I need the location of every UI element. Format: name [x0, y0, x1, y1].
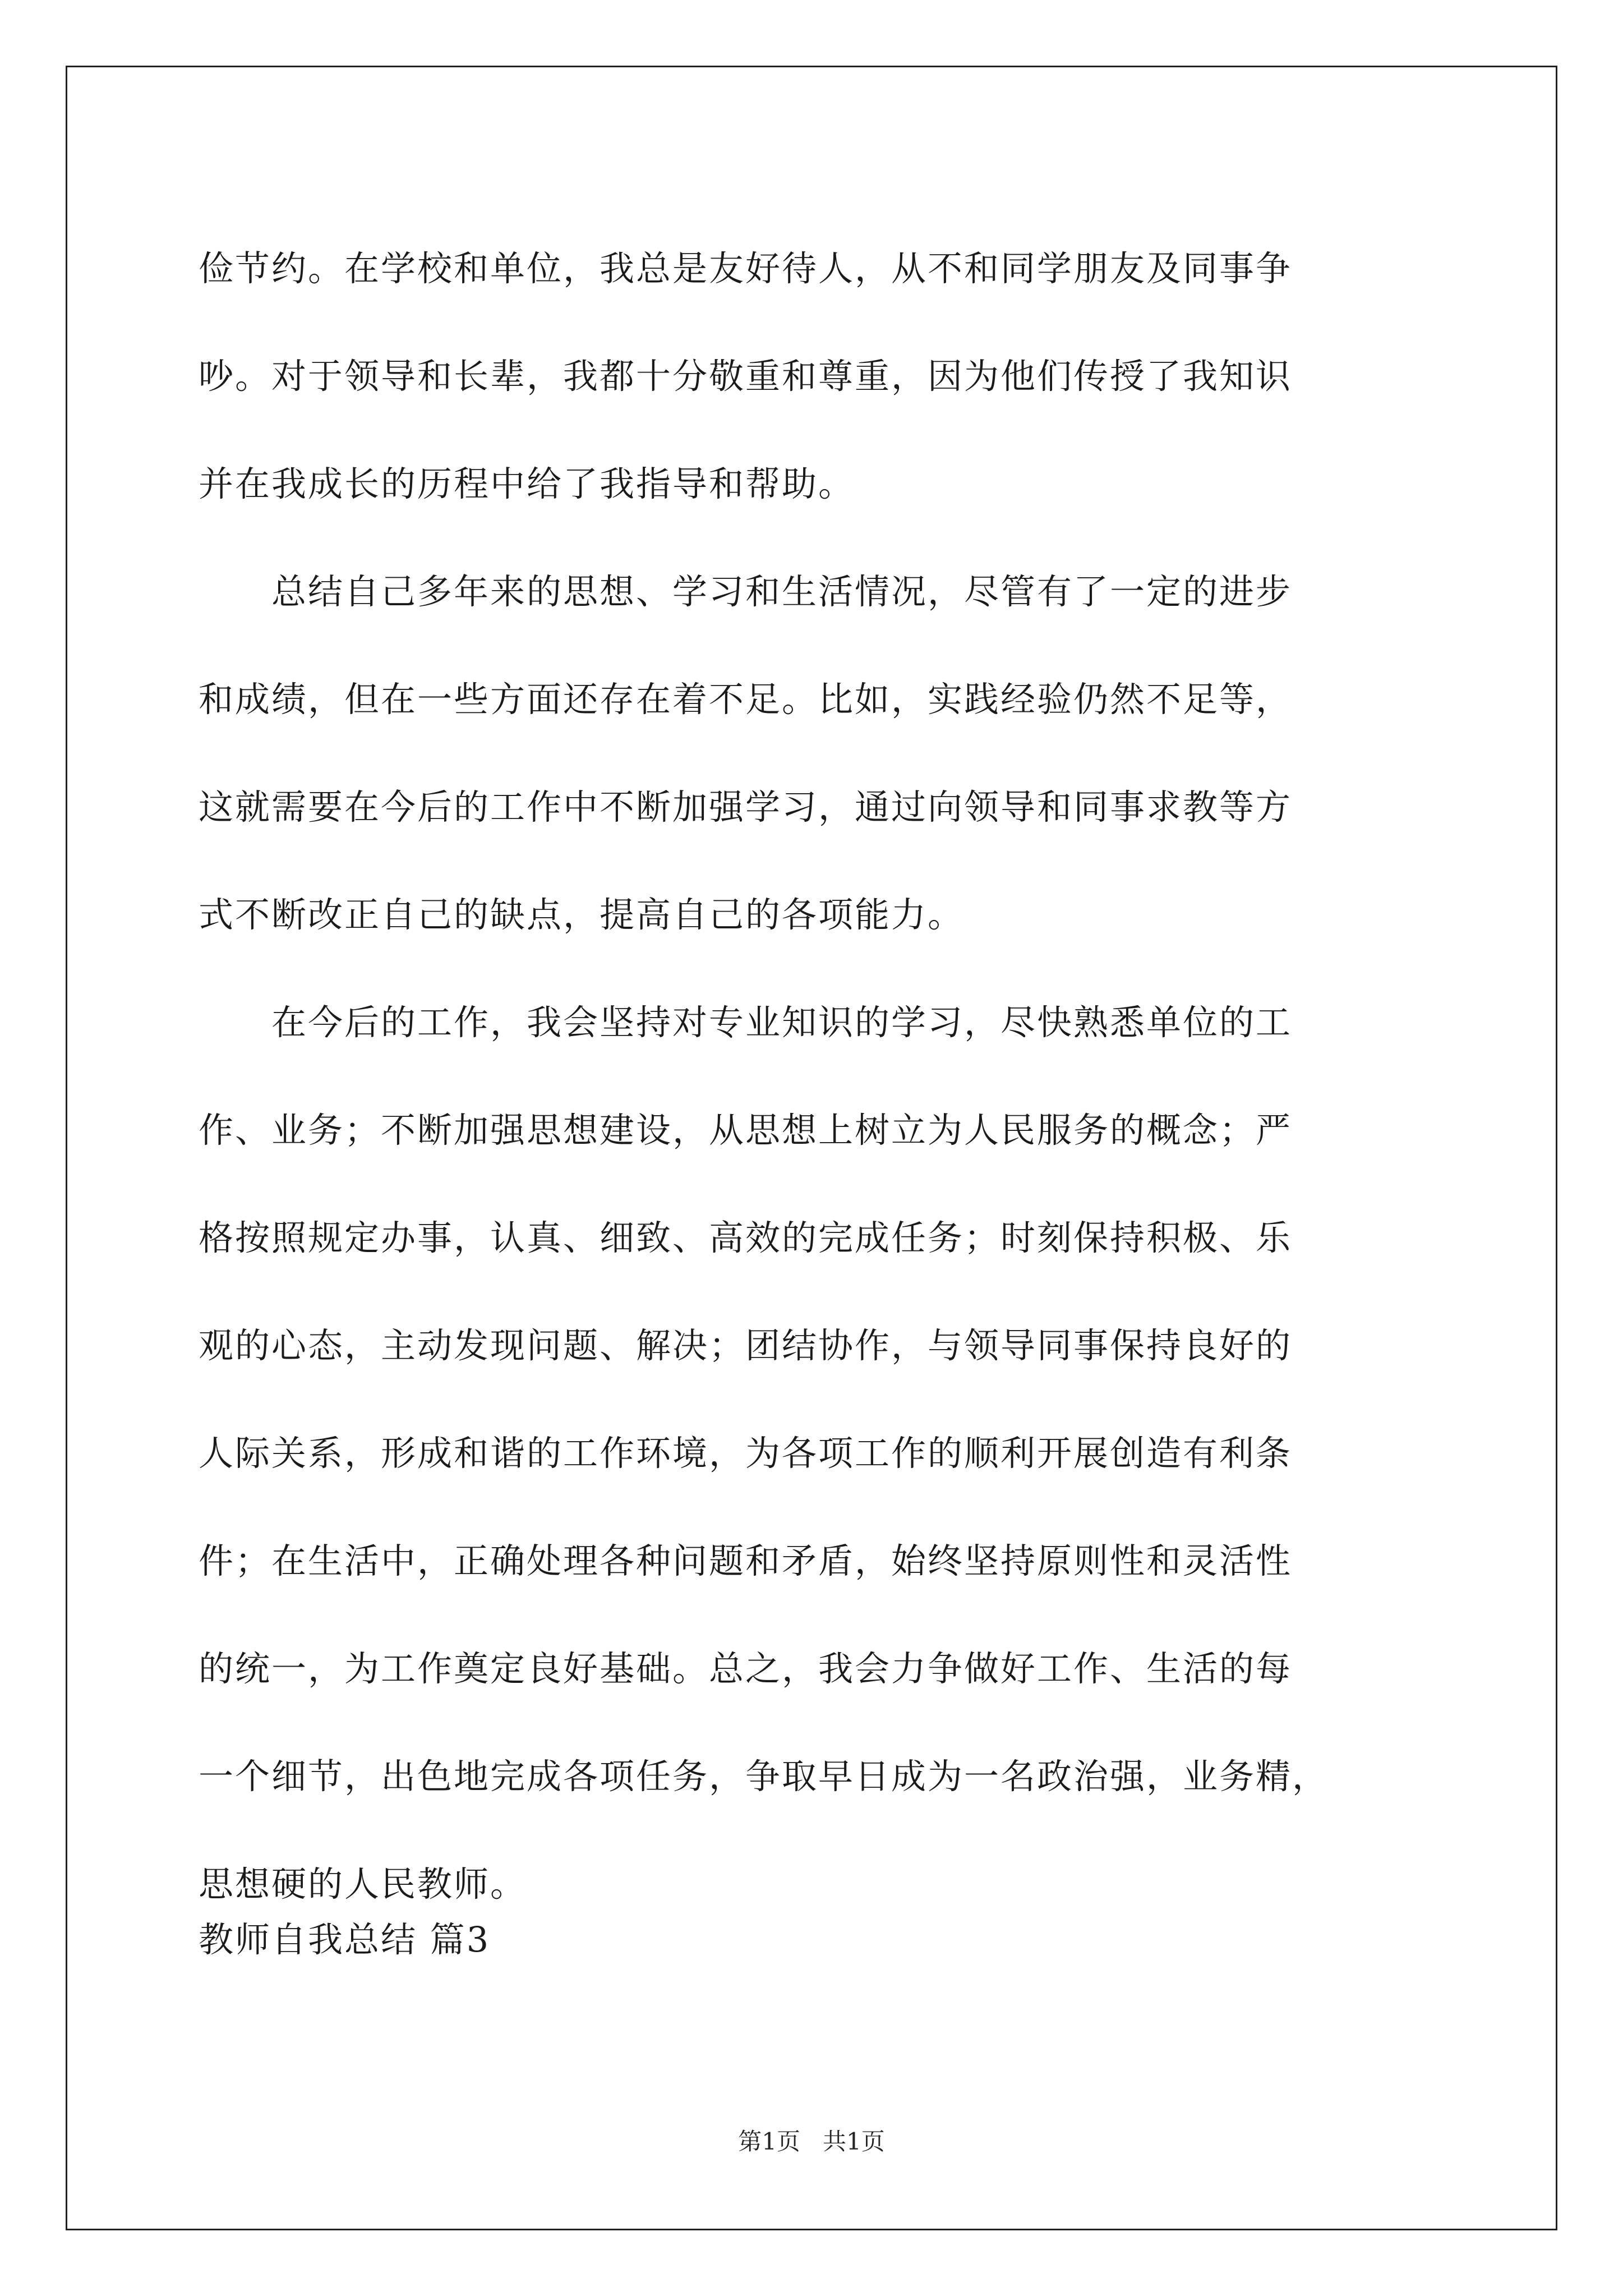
- text-line: 作、业务；不断加强思想建设，从思想上树立为人民服务的概念；严: [199, 1110, 1293, 1151]
- text-line: 式不断改正自己的缺点，提高自己的各项能力。: [199, 894, 965, 935]
- text-line: 思想硬的人民教师。: [199, 1864, 527, 1904]
- text-line: 观的心态，主动发现问题、解决；团结协作，与领导同事保持良好的: [199, 1325, 1293, 1366]
- text-line: 俭节约。在学校和单位，我总是友好待人，从不和同学朋友及同事争: [199, 248, 1293, 289]
- text-line: 在今后的工作，我会坚持对专业知识的学习，尽快熟悉单位的工: [199, 1002, 1293, 1043]
- text-line: 一个细节，出色地完成各项任务，争取早日成为一名政治强，业务精，: [199, 1756, 1329, 1797]
- text-line: 格按照规定办事，认真、细致、高效的完成任务；时刻保持积极、乐: [199, 1217, 1293, 1258]
- text-line: 的统一，为工作奠定良好基础。总之，我会力争做好工作、生活的每: [199, 1648, 1293, 1689]
- text-line: 吵。对于领导和长辈，我都十分敬重和尊重，因为他们传授了我知识: [199, 356, 1293, 397]
- text-line: 人际关系，形成和谐的工作环境，为各项工作的顺利开展创造有利条: [199, 1433, 1293, 1474]
- page-number-footer: 第1页 共1页: [738, 2128, 885, 2155]
- text-line: 总结自己多年来的思想、学习和生活情况，尽管有了一定的进步: [199, 571, 1293, 612]
- text-line: 并在我成长的历程中给了我指导和帮助。: [199, 463, 855, 504]
- text-line: 和成绩，但在一些方面还存在着不足。比如，实践经验仍然不足等，: [199, 679, 1293, 720]
- text-line: 件；在生活中，正确处理各种问题和矛盾，始终坚持原则性和灵活性: [199, 1540, 1293, 1581]
- section-heading: 教师自我总结 篇3: [199, 1919, 491, 1960]
- text-line: 这就需要在今后的工作中不断加强学习，通过向领导和同事求教等方: [199, 786, 1293, 827]
- document-body: [199, 215, 1472, 1938]
